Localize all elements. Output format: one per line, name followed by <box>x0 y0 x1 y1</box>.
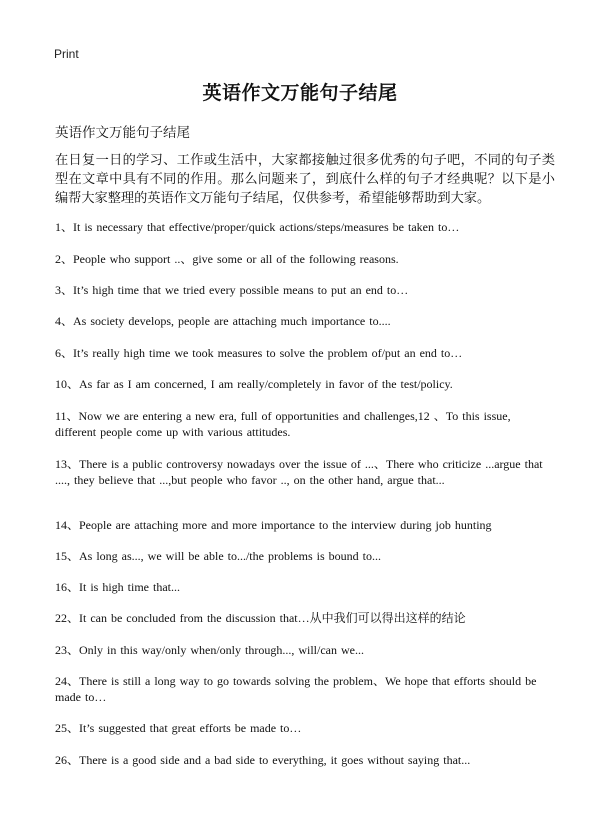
list-item: 25、It’s suggested that great efforts be made to… <box>55 721 302 735</box>
list-item: 1、It is necessary that effective/proper/quick actions/steps/measures be taken to… <box>55 220 460 234</box>
list-item: 10、As far as I am concerned, I am really/completely in favor of the test/policy. <box>55 377 453 391</box>
list-item: 23、Only in this way/only when/only through..., will/can we... <box>55 643 364 657</box>
list-item: 2、People who support ..、give some or all of the following reasons. <box>55 252 399 266</box>
list-item: 3、It’s high time that we tried every possible means to put an end to… <box>55 283 409 297</box>
list-item: 6、It’s really high time we took measures to solve the problem of/put an end to… <box>55 346 463 360</box>
list-item: 15、As long as..., we will be able to.../the problems is bound to... <box>55 549 381 563</box>
print-link[interactable]: Print <box>54 47 79 61</box>
list-item: 14、People are attaching more and more importance to the interview during job hunting <box>55 518 492 532</box>
document-title: 英语作文万能句子结尾 <box>202 82 398 104</box>
list-item: 4、As society develops, people are attaching much importance to.... <box>55 314 391 328</box>
document-subtitle: 英语作文万能句子结尾 <box>55 125 190 141</box>
intro-paragraph: 在日复一日的学习、工作或生活中，大家都接触过很多优秀的句子吧，不同的句子类型在文章中具有不同的作用。那么问题来了，到底什么样的句子才经典呢？以下是小编帮大家整理的英语作文万能句子结尾，仅供参考，希望能够帮助到大家。 <box>55 153 555 206</box>
list-item: 13、There is a public controversy nowadays over the issue of ...、There who criticize ...argue that ...., they believe that ...,but people who favor .., on the other hand, argue that... <box>55 457 543 487</box>
list-item: 24、There is still a long way to go towards solving the problem、We hope that efforts should be made to… <box>55 674 537 704</box>
list-item: 26、There is a good side and a bad side to everything, it goes without saying that... <box>55 753 471 767</box>
list-item: 22、It can be concluded from the discussion that…从中我们可以得出这样的结论 <box>55 611 466 625</box>
list-item: 16、It is high time that... <box>55 580 180 594</box>
list-item: 11、Now we are entering a new era, full of opportunities and challenges,12 、To this issue, different people come up with various attitudes. <box>55 409 511 439</box>
